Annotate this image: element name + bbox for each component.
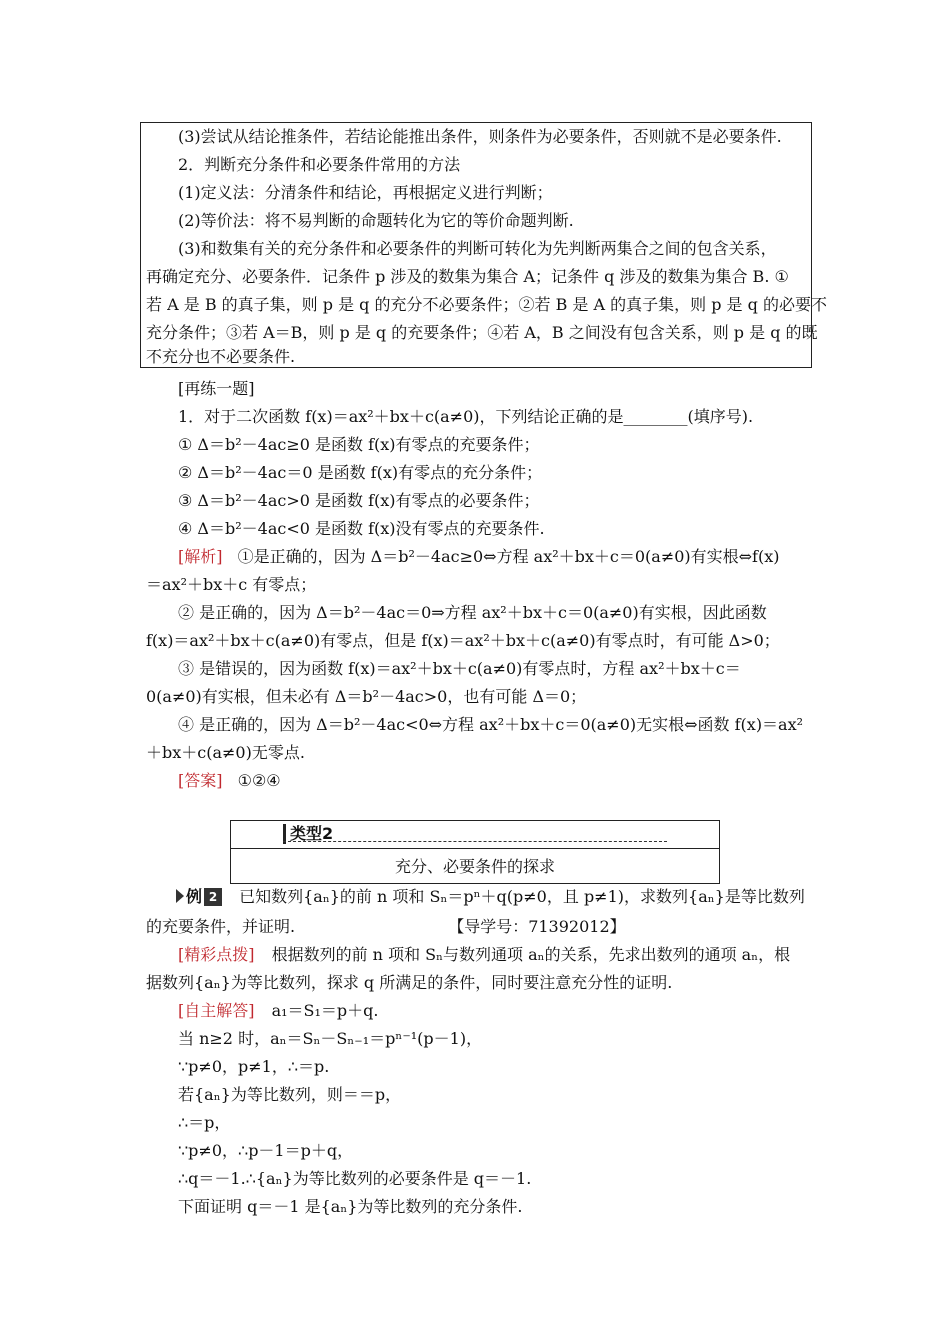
box-line-7: 若 A 是 B 的真子集，则 p 是 q 的充分不必要条件；②若 B 是 A 的真子集，则 p 是 q 的必要不 xyxy=(146,295,827,314)
hint-line-2: 据数列{aₙ}为等比数列，探求 q 所满足的条件，同时要注意充分性的证明. xyxy=(146,973,673,992)
solution-line: 若{aₙ}为等比数列，则＝＝p， xyxy=(178,1085,402,1104)
analysis-text: ①是正确的，因为 Δ＝b²－4ac≥0⇔方程 ax²＋bx＋c＝0(a≠0)有实根⇔f(x) xyxy=(237,547,780,566)
analysis-line: ＋bx＋c(a≠0)无零点. xyxy=(146,743,305,762)
type-section-header xyxy=(231,821,719,849)
box-line-4: (2)等价法：将不易判断的命题转化为它的等价命题判断. xyxy=(178,211,574,230)
answer-line xyxy=(178,770,281,792)
question-option: ① Δ＝b²－4ac≥0 是函数 f(x)有零点的充要条件； xyxy=(178,435,540,454)
solution-text: a₁＝S₁＝p＋q. xyxy=(271,1001,379,1020)
example-badge: 例 2 xyxy=(176,886,222,908)
example-number: 2 xyxy=(204,888,222,906)
box-line-8: 充分条件；③若 A＝B，则 p 是 q 的充要条件；④若 A，B 之间没有包含关系，则 p 是 q 的既 xyxy=(146,323,818,342)
analysis-line: ② 是正确的，因为 Δ＝b²－4ac＝0⇒方程 ax²＋bx＋c＝0(a≠0)有实根，因此函数 xyxy=(178,603,767,622)
box-line-2: 2．判断充分条件和必要条件常用的方法 xyxy=(178,155,461,174)
solution-line-1 xyxy=(178,1000,379,1022)
analysis-line: ＝ax²＋bx＋c 有零点； xyxy=(146,575,317,594)
analysis-line: 0(a≠0)有实根，但未必有 Δ＝b²－4ac>0，也有可能 Δ＝0； xyxy=(146,687,587,706)
solution-line: ∴＝p， xyxy=(178,1113,231,1132)
dashed-divider xyxy=(283,841,667,842)
analysis-label: [解析] xyxy=(178,547,223,566)
solution-line: 当 n≥2 时，aₙ＝Sₙ－Sₙ₋₁＝pⁿ⁻¹(p－1)， xyxy=(178,1029,483,1048)
example-text-cont: 的充要条件，并证明. xyxy=(146,917,296,936)
answer-label: [答案] xyxy=(178,771,223,790)
question-option: ③ Δ＝b²－4ac>0 是函数 f(x)有零点的必要条件； xyxy=(178,491,540,510)
example-line-1 xyxy=(176,886,805,908)
box-line-6: 再确定充分、必要条件．记条件 p 涉及的数集为集合 A；记条件 q 涉及的数集为集合 B. ① xyxy=(146,267,789,286)
box-line-9: 不充分也不必要条件. xyxy=(146,347,296,366)
solution-line: 下面证明 q＝－1 是{aₙ}为等比数列的充分条件. xyxy=(178,1197,523,1216)
practice-header: [再练一题] xyxy=(178,379,255,398)
type-label: 类型2 xyxy=(283,824,333,844)
answer-value: ①②④ xyxy=(237,771,281,790)
example-text: 已知数列{aₙ}的前 n 项和 Sₙ＝pⁿ＋q(p≠0，且 p≠1)，求数列{aₙ}是等比数列 xyxy=(239,887,805,906)
box-line-3: (1)定义法：分清条件和结论，再根据定义进行判断； xyxy=(178,183,553,202)
solution-line: ∵p≠0，p≠1，∴＝p. xyxy=(178,1057,330,1076)
analysis-line: ③ 是错误的，因为函数 f(x)＝ax²＋bx＋c(a≠0)有零点时，方程 ax²＋bx＋c＝ xyxy=(178,659,741,678)
hint-text: 根据数列的前 n 项和 Sₙ与数列通项 aₙ的关系，先求出数列的通项 aₙ，根 xyxy=(271,945,791,964)
analysis-line-1 xyxy=(178,546,779,568)
hint-label: [精彩点拨] xyxy=(178,945,255,964)
hint-line-1 xyxy=(178,944,790,966)
solution-line: ∴q＝－1.∴{aₙ}为等比数列的必要条件是 q＝－1. xyxy=(178,1169,532,1188)
box-line-1: (3)尝试从结论推条件，若结论能推出条件，则条件为必要条件，否则就不是必要条件. xyxy=(178,127,782,146)
solution-line: ∵p≠0，∴p－1＝p＋q， xyxy=(178,1141,354,1160)
question-option: ② Δ＝b²－4ac＝0 是函数 f(x)有零点的充分条件； xyxy=(178,463,543,482)
question-stem: 1．对于二次函数 f(x)＝ax²＋bx＋c(a≠0)，下列结论正确的是________(填序号). xyxy=(178,407,754,426)
type-title: 充分、必要条件的探求 xyxy=(394,857,555,876)
question-option: ④ Δ＝b²－4ac<0 是函数 f(x)没有零点的充要条件. xyxy=(178,519,545,538)
analysis-line: f(x)＝ax²＋bx＋c(a≠0)有零点，但是 f(x)＝ax²＋bx＋c(a≠0)有零点时，有可能 Δ>0； xyxy=(146,631,780,650)
triangle-icon xyxy=(176,889,184,903)
analysis-line: ④ 是正确的，因为 Δ＝b²－4ac<0⇔方程 ax²＋bx＋c＝0(a≠0)无实根⇔函数 f(x)＝ax² xyxy=(178,715,804,734)
box-line-5: (3)和数集有关的充分条件和必要条件的判断可转化为先判断两集合之间的包含关系， xyxy=(178,239,777,258)
guide-number: 【导学号：71392012】 xyxy=(448,917,626,936)
solution-label: [自主解答] xyxy=(178,1001,255,1020)
example-line-2 xyxy=(146,916,626,938)
type-section-box xyxy=(230,820,720,884)
